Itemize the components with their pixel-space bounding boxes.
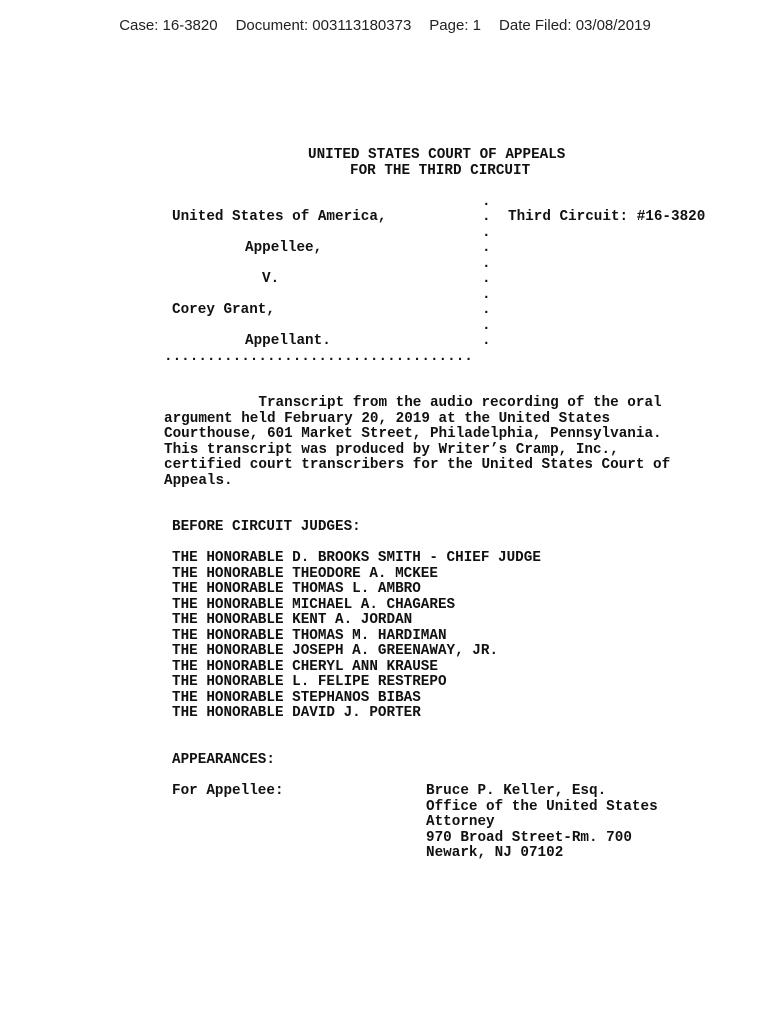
date-filed-label: Date Filed: 03/08/2019	[499, 17, 651, 34]
appearance-label: For Appellee:	[172, 783, 284, 799]
caption-bottom-rule: ....................................	[164, 349, 473, 365]
counsel-line: 970 Broad Street-Rm. 700	[426, 829, 632, 846]
judge-name: THE HONORABLE THEODORE A. MCKEE	[172, 565, 438, 582]
counsel-line: Bruce P. Keller, Esq.	[426, 783, 607, 799]
counsel-line: Newark, NJ 07102	[426, 845, 564, 861]
counsel-line: Attorney	[426, 814, 495, 830]
judge-name: THE HONORABLE CHERYL ANN KRAUSE	[172, 658, 438, 675]
intro-line: This transcript was produced by Writer’s Cramp, Inc.,	[164, 441, 619, 458]
appearances-heading: APPEARANCES:	[172, 752, 275, 768]
intro-line: Transcript from the audio recording of the oral	[164, 395, 662, 411]
judges-list	[172, 551, 541, 722]
judge-name: THE HONORABLE D. BROOKS SMITH - CHIEF JUDGE	[172, 550, 541, 566]
plaintiff-name: United States of America,	[172, 209, 387, 225]
caption-divider-dot: .	[482, 256, 491, 272]
judges-heading: BEFORE CIRCUIT JUDGES:	[172, 519, 361, 535]
judge-name: THE HONORABLE STEPHANOS BIBAS	[172, 689, 421, 706]
judge-name: THE HONORABLE THOMAS L. AMBRO	[172, 581, 421, 597]
intro-line: Appeals.	[164, 472, 233, 489]
defendant-name: Corey Grant,	[172, 302, 275, 318]
counsel-line: Office of the United States	[426, 798, 658, 815]
court-name-line-2: FOR THE THIRD CIRCUIT	[350, 163, 531, 179]
caption-divider-dot: .	[482, 225, 491, 241]
judge-name: THE HONORABLE KENT A. JORDAN	[172, 612, 413, 628]
intro-line: Courthouse, 601 Market Street, Philadelphia, Pennsylvania.	[164, 426, 662, 442]
judge-name: THE HONORABLE MICHAEL A. CHAGARES	[172, 596, 456, 613]
caption-divider-dot: .	[482, 240, 491, 256]
document-number-label: Document: 003113180373	[235, 17, 412, 34]
caption-divider-dot: .	[482, 271, 491, 287]
versus-label: V.	[262, 271, 280, 287]
page-number-label: Page: 1	[429, 17, 482, 34]
caption-divider-dot: .	[482, 333, 491, 349]
caption-divider-dot: .	[482, 194, 491, 210]
judge-name: THE HONORABLE DAVID J. PORTER	[172, 705, 421, 721]
appearance-counsel-block	[426, 784, 658, 862]
intro-line: certified court transcribers for the United States Court of	[164, 457, 671, 473]
caption-divider-dot: .	[482, 209, 491, 225]
case-number-label: Case: 16-3820	[119, 17, 218, 34]
caption-divider-dot: .	[482, 287, 491, 303]
judge-name: THE HONORABLE JOSEPH A. GREENAWAY, JR.	[172, 643, 499, 659]
transcript-intro-paragraph	[164, 396, 670, 489]
document-header	[0, 17, 770, 34]
intro-line: argument held February 20, 2019 at the United States	[164, 410, 611, 427]
court-name-line-1: UNITED STATES COURT OF APPEALS	[308, 147, 566, 163]
judge-name: THE HONORABLE L. FELIPE RESTREPO	[172, 674, 447, 690]
caption-divider-dot: .	[482, 302, 491, 318]
plaintiff-role: Appellee,	[245, 240, 323, 256]
judge-name: THE HONORABLE THOMAS M. HARDIMAN	[172, 627, 447, 644]
defendant-role: Appellant.	[245, 333, 331, 349]
caption-divider-dot: .	[482, 318, 491, 334]
circuit-case-number: Third Circuit: #16-3820	[508, 209, 706, 225]
